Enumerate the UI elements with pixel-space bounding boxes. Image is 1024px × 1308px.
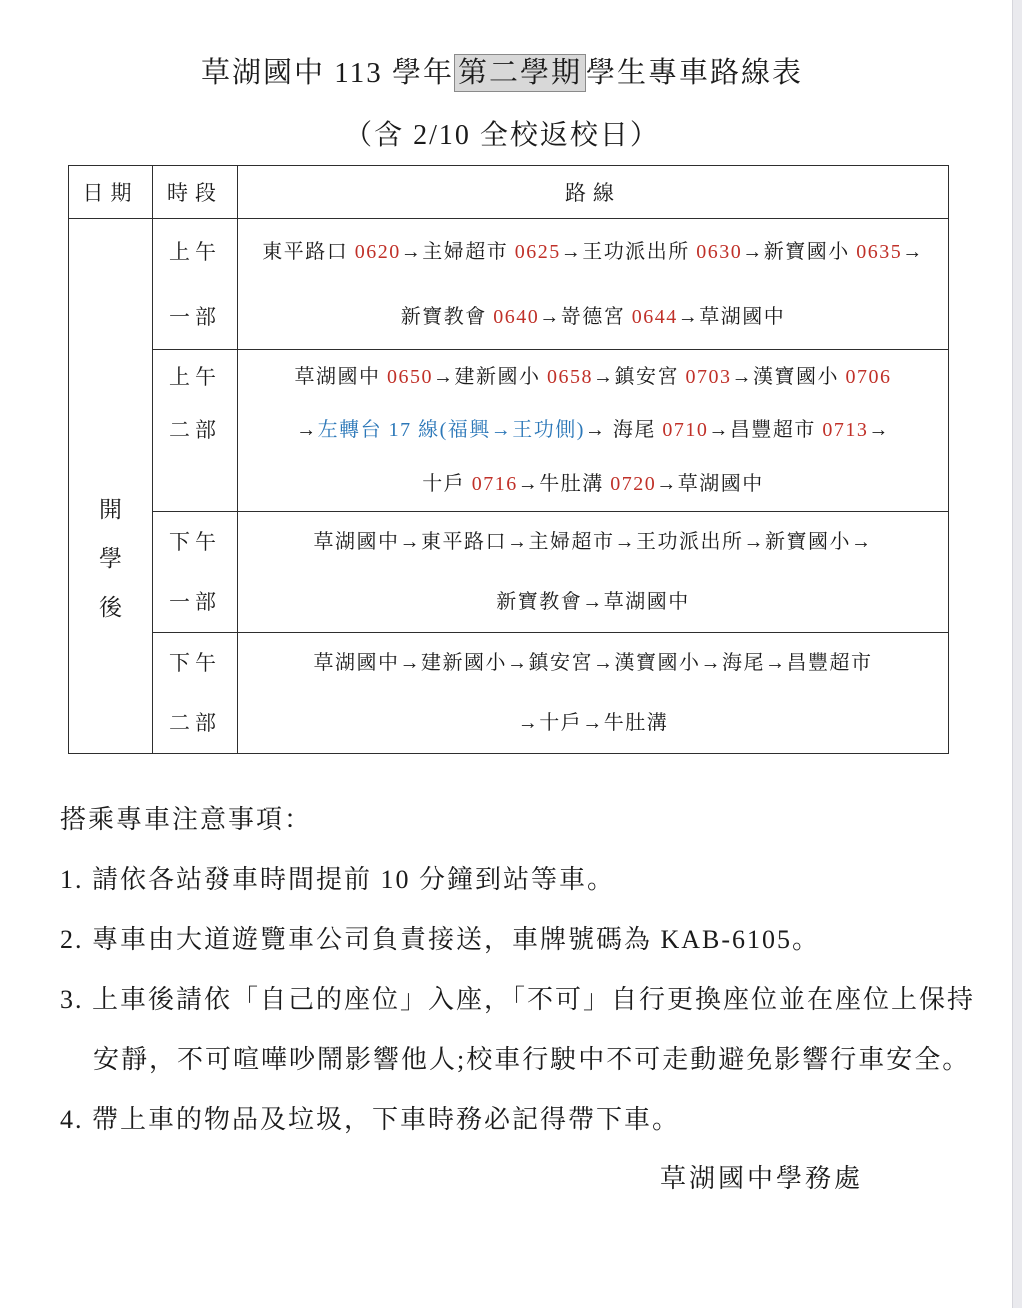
route-line bbox=[244, 710, 942, 736]
period-line: 上午 bbox=[169, 239, 221, 264]
route-cell bbox=[238, 633, 949, 754]
note-item: 4. 帶上車的物品及垃圾，下車時務必記得帶下車。 bbox=[60, 1105, 681, 1134]
route-cell bbox=[238, 512, 949, 633]
route-stations: → bbox=[902, 240, 924, 263]
notes-section bbox=[60, 790, 990, 1150]
route-stations: →王功派出所 bbox=[560, 240, 697, 263]
route-stations: 草湖國中→建新國小→鎮安宮→漢寶國小→海尾→昌豐超市 bbox=[313, 652, 873, 674]
route-stations: → bbox=[868, 419, 890, 442]
route-time: 0706 bbox=[845, 365, 892, 388]
route-time: 0630 bbox=[696, 240, 743, 263]
period-line: 一部 bbox=[169, 304, 221, 329]
route-detour-note: 左轉台 17 線(福興→王功側) bbox=[317, 419, 585, 442]
route-time: 0658 bbox=[547, 365, 593, 388]
title-highlight: 第二學期 bbox=[454, 54, 586, 92]
period-cell bbox=[153, 350, 238, 512]
route-stations: →建新國小 bbox=[433, 365, 547, 388]
date-label-char: 開 bbox=[99, 497, 122, 522]
period-line bbox=[153, 472, 237, 496]
route-time: 0625 bbox=[514, 240, 561, 263]
route-time: 0720 bbox=[610, 473, 657, 496]
page-subtitle: （含 2/10 全校返校日） bbox=[344, 120, 660, 151]
route-stations: →草湖國中 bbox=[677, 305, 786, 328]
route-stations: →十戶→牛肚溝 bbox=[517, 712, 669, 734]
route-table-wrap bbox=[68, 165, 949, 754]
table-row bbox=[69, 633, 949, 754]
period-cell bbox=[153, 219, 238, 350]
route-line bbox=[244, 471, 942, 497]
route-cell bbox=[238, 350, 949, 512]
header-route: 路線 bbox=[238, 166, 949, 219]
note-item: 安靜，不可喧嘩吵鬧影響他人;校車行駛中不可走動避免影響行車安全。 bbox=[93, 1045, 971, 1074]
period-line: 二部 bbox=[169, 418, 221, 443]
route-table-body bbox=[69, 166, 949, 754]
route-stations: 草湖國中 bbox=[294, 365, 387, 388]
route-line bbox=[244, 650, 942, 676]
route-stations: →昌豐超市 bbox=[708, 419, 823, 442]
date-label-char: 後 bbox=[99, 595, 122, 620]
route-time: 0644 bbox=[631, 305, 678, 328]
route-stations: → bbox=[296, 419, 318, 442]
period-line: 上午 bbox=[169, 364, 221, 389]
route-stations: →主婦超市 bbox=[400, 240, 515, 263]
period-line: 二部 bbox=[169, 711, 221, 735]
route-time: 0716 bbox=[471, 473, 518, 496]
route-line bbox=[244, 304, 942, 330]
route-line bbox=[244, 589, 942, 615]
period-line: 下午 bbox=[169, 530, 221, 554]
route-line bbox=[244, 364, 942, 390]
period-line: 一部 bbox=[169, 590, 221, 614]
notes-heading: 搭乘專車注意事項： bbox=[60, 805, 313, 834]
route-time: 0713 bbox=[822, 419, 869, 442]
date-label-char: 學 bbox=[99, 546, 122, 571]
route-line bbox=[244, 417, 942, 443]
signature: 草湖國中學務處 bbox=[660, 1164, 864, 1193]
route-stations: 草湖國中→東平路口→主婦超市→王功派出所→新寶國小→ bbox=[313, 531, 873, 553]
header-date: 日期 bbox=[69, 166, 153, 219]
title-prefix: 草湖國中 113 學年 bbox=[201, 57, 454, 89]
note-item: 1. 請依各站發車時間提前 10 分鐘到站等車。 bbox=[60, 865, 616, 894]
route-table bbox=[68, 165, 949, 754]
date-span-cell bbox=[69, 219, 153, 754]
route-time: 0650 bbox=[387, 365, 433, 388]
route-stations: →漢寶國小 bbox=[731, 365, 846, 388]
route-line bbox=[244, 239, 942, 265]
route-cell bbox=[238, 219, 949, 350]
route-stations: →新寶國小 bbox=[742, 240, 857, 263]
route-stations: 東平路口 bbox=[262, 240, 355, 263]
page-edge-strip bbox=[1012, 0, 1022, 1308]
route-stations: 新寶教會→草湖國中 bbox=[496, 591, 690, 613]
route-stations: → 海尾 bbox=[584, 419, 663, 442]
route-time: 0640 bbox=[493, 305, 540, 328]
route-stations: 新寶教會 bbox=[400, 305, 494, 328]
note-item: 2. 專車由大道遊覽車公司負責接送，車牌號碼為 KAB-6105。 bbox=[60, 925, 821, 954]
table-row bbox=[69, 350, 949, 512]
period-cell bbox=[153, 512, 238, 633]
route-stations: 十戶 bbox=[422, 473, 472, 496]
route-line bbox=[244, 529, 942, 555]
route-stations: →草湖國中 bbox=[656, 473, 764, 496]
route-time: 0710 bbox=[662, 419, 709, 442]
header-period: 時段 bbox=[153, 166, 238, 219]
table-header-row bbox=[69, 166, 949, 219]
period-line: 下午 bbox=[169, 651, 221, 675]
route-stations: →嵜德宮 bbox=[539, 305, 632, 328]
route-stations: →鎮安宮 bbox=[593, 365, 686, 388]
note-item: 3. 上車後請依「自己的座位」入座，「不可」自行更換座位並在座位上保持 bbox=[60, 985, 976, 1014]
table-row bbox=[69, 219, 949, 350]
period-cell bbox=[153, 633, 238, 754]
table-row bbox=[69, 512, 949, 633]
route-stations: →牛肚溝 bbox=[517, 473, 611, 496]
page-title bbox=[0, 50, 1004, 91]
route-time: 0635 bbox=[856, 240, 903, 263]
route-time: 0620 bbox=[354, 240, 401, 263]
title-suffix: 學生專車路線表 bbox=[585, 57, 803, 89]
route-time: 0703 bbox=[685, 365, 732, 388]
